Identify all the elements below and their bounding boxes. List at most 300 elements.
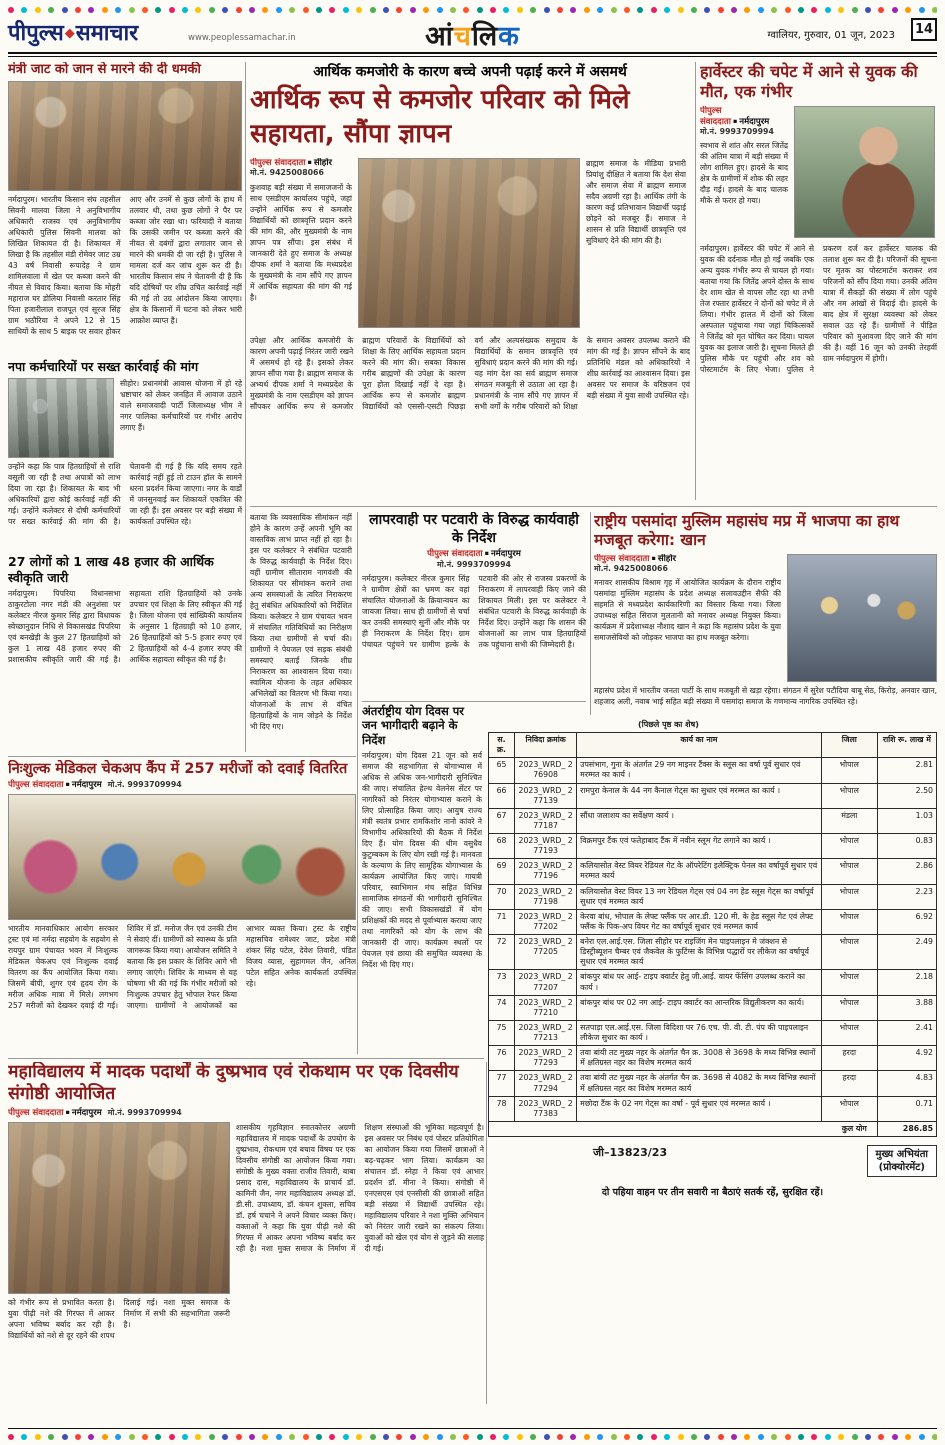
color-dot [584,1434,590,1440]
byline-reporter: पीपुल्स संवाददाता [8,1107,64,1118]
tender-table-row [489,1046,937,1071]
color-dot [195,1434,201,1440]
signatory [867,1145,937,1177]
article-headline: मंत्री जाट को जान से मारने की दी धमकी [8,62,201,77]
tender-table-cell: 2023_WRD_ 277205 [515,935,577,970]
color-dot [62,1434,68,1440]
article-headline: राष्ट्रीय पसमांदा मुस्लिम महासंघ मप्र में भाजपा का हाथ मजबूत करेगा: खान [594,512,900,550]
color-dot [544,1434,550,1440]
color-dot [530,7,536,13]
tender-table-cell: बांकपुर बांध पर आई- टाइप क्वार्टर हेतु जी.आई. वायर फेंसिंग उपलब्ध कराने का कार्य । [577,970,822,995]
color-dot [771,7,777,13]
tender-table-cell: 70 [489,884,515,909]
article-body: उन्होंने कहा कि पात्र हितग्राहियों से राशि वसूली जा रही है तथा अपात्रों को लाभ दिया जा रहा है। शिकायत के बाद भी अधिकारियों द्वारा कोई कार्रवाई नहीं की गई। उन्होंने कलेक्टर से दोषी कर्मचारियों पर सख्त कार्रवाई की मांग की है। चेतावनी दी गई है कि यदि समय रहते कार्रवाई नहीं हुई तो टाउन हॉल के सामने धरना प्रदर्शन किया जाएगा। नगर के वार्डों में जनसुनवाई कर शिकायतें एकत्रित की जा रही हैं। इस अवसर पर बड़ी संख्या में कार्यकर्ता उपस्थित रहे। [8,461,242,526]
table-caption: (पिछले पृष्ठ का शेष) [638,720,699,729]
color-dot [410,7,416,13]
byline [8,780,102,791]
medical-camp-photo [8,794,356,920]
tender-table-cell: तवा बांयी तट मुख्य नहर के अंतर्गत चैन क्र. 3698 से 4082 के मध्य विभिन्न स्थानों में क्षतिग्रस्त नहर का विशेष मरम्मत कार्य [577,1071,822,1096]
byline-place: सीहोर [657,553,676,564]
column-rule [590,512,591,715]
color-dot [664,7,670,13]
tender-table-cell: 2023_WRD_ 277294 [515,1071,577,1096]
article-college-seminar [8,1062,484,1404]
tender-table-cell: मंडला [821,808,877,833]
article-headline: निःशुल्क मेडिकल चेकअप कैंप में 257 मरीजों को दवाई वितरित [8,761,348,777]
article-patwari [362,512,586,698]
page-number: 14 [911,18,937,41]
byline [250,158,352,169]
color-dot [115,1434,121,1440]
color-dot [303,1434,309,1440]
tender-table-cell: 2.23 [877,884,936,909]
notice-ref-number: जी–13823/23 [593,1146,668,1159]
tender-table-cell: 2023_WRD_ 277210 [515,995,577,1020]
byline-place: सीहोर [313,157,332,168]
color-dot [21,1434,27,1440]
top-color-strip [8,6,937,14]
color-dot [316,7,322,13]
article-body: नर्मदापुरम। भारतीय किसान संघ तहसील सिवनी मालवा जिला ने अनुविभागीय अधिकारी राजस्व एवं अनुविभागीय अधिकारी पुलिस सिवनी मालवा को लिखित शिकायत दी है। शिकायत में लिखा है कि तहसील मंडी रोमेवर जाट उम्र 43 वर्ष निवासी रूपादेह ने ग्राम शामिलवाला में खेत पर कब्जा करने की नीयत से विवाद किया। बताया कि मोहरी महाराज घर डोलिया निवासी करतार सिंह पिता हजारीलाल राजपूत एवं सूरज सिंह ग्राम भठौरिया ने अपने 12 से 15 साथियों के साथ 5 बाइक पर सवार होकर आए और उनमें से कुछ लोगों के हाथ में तलवार थी, तथा कुछ लोगों ने पैर पर कब्जा जोर रखा था। फरियादी ने बताया कि उसकी जमीन पर कब्जा करने की नीयत से दबंगों द्वारा लगातार जान से मारने की धमकी दी जा रही है। पुलिस ने मामला दर्ज कर जांच शुरू कर दी है। भारतीय किसान संघ ने चेतावनी दी है कि यदि दोषियों पर शीघ्र उचित कार्रवाई नहीं की गई तो उग्र आंदोलन किया जाएगा। क्षेत्र के किसानों में घटना को लेकर भारी आक्रोश व्याप्त है। [8,195,242,337]
tender-table-cell: उपसंभाग, गुना के अंतर्गत 29 नग माइनर टैंक्स के स्लूस का वर्षा पूर्व सुधार एवं मरम्मत का कार्य । [577,758,822,783]
byline-phone: मो.नं. 9993709994 [700,127,774,137]
tender-table-cell: 73 [489,970,515,995]
color-dot [758,1434,764,1440]
tender-table-cell: 67 [489,808,515,833]
signatory-title: मुख्य अभियंता [875,1149,928,1160]
tender-table-cell: हरदा [821,1071,877,1096]
color-dot [852,7,858,13]
color-dot [651,1434,657,1440]
byline-separator-icon: ▪ [307,157,312,166]
color-dot [624,1434,630,1440]
tender-table-row [489,1071,937,1096]
tender-table-cell: भोपाल [821,995,877,1020]
tender-table-header [489,733,937,758]
napa-article-photo [8,378,114,458]
tender-table-cell: सतपाड़ा एल.आई.एस. जिला विदिशा पर 76 एच. पी. वी. टी. पंप की पाइपलाइन लीकेज सुधार का कार्य । [577,1020,822,1045]
color-dot [718,1434,724,1440]
color-dot [115,7,121,13]
color-dot [142,1434,148,1440]
tender-table-cell: भोपाल [821,783,877,808]
color-dot [8,7,14,13]
tender-table-cell: 2.41 [877,1020,936,1045]
tender-table-cell: 2023_WRD_ 277293 [515,1046,577,1071]
color-dot [236,7,242,13]
color-dot [785,1434,791,1440]
tender-table-cell: 69 [489,859,515,884]
logo-text-left: पीपुल्स [8,21,64,46]
harvester-victim-photo [794,106,935,238]
color-dot [129,7,135,13]
color-dot [664,1434,670,1440]
color-dot [182,1434,188,1440]
dateline: ग्वालियर, गुरुवार, 01 जून, 2023 [767,30,895,41]
column-rule [245,62,246,752]
color-dot [691,7,697,13]
section-rule [250,506,937,507]
tender-table-cell: 71 [489,909,515,934]
tender-table-row [489,808,937,833]
section-title-letter: क [498,21,520,52]
color-dot [155,1434,161,1440]
tender-table-cell: 2023_WRD_ 277196 [515,859,577,884]
color-dot [892,7,898,13]
byline-phone: मो.नं. 9993709994 [107,780,182,790]
tender-table-cell: विक्रमपुर टैंक एवं फतेहाबाद टैंक में नवीन स्लूम गेट लगाने का कार्य । [577,834,822,859]
tender-table [488,732,937,1137]
color-dot [209,7,215,13]
color-dot [477,7,483,13]
tender-table-cell: 74 [489,995,515,1020]
article-headline: आर्थिक रूप से कमजोर परिवार को मिले सहायता, सौंपा ज्ञापन [250,85,630,149]
col-header-district: जिला [821,733,877,758]
tender-table-row [489,859,937,884]
color-dot [450,1434,456,1440]
color-dot [249,1434,255,1440]
section-title-letter: आं [425,21,454,52]
color-dot [905,1434,911,1440]
color-dot [437,1434,443,1440]
byline [8,1108,102,1119]
color-dot [597,1434,603,1440]
article-body: कुशवाह बड़ी संख्या में समाजजनों के साथ एसडीएम कार्यालय पहुंचे, जहां उन्होंने आर्थिक रूप से कमजोर विद्यार्थियों को छात्रवृत्ति प्रदान करने की मांग की, और मुख्यमंत्री के नाम ज्ञापन पत्र सौंपा। इस संबंध में जानकारी देते हुए समाज के अध्यक्ष दीपक शर्मा ने बताया कि मध्यप्रदेश के मुख्यमंत्री के नाम सौंपे गए ज्ञापन में आर्थिक सहायता की मांग की गई है। [250,183,352,303]
color-dot [102,1434,108,1440]
tender-table-cell: 2.81 [877,758,936,783]
color-dot [343,1434,349,1440]
tender-table-cell: 2023_WRD_ 277202 [515,909,577,934]
color-dot [825,1434,831,1440]
article-harvester [700,62,937,500]
tender-table-cell: 6.92 [877,909,936,934]
article-body: को गंभीर रूप से प्रभावित करता है। युवा पीढ़ी नशे की गिरफ्त में आकर अपना भविष्य बर्बाद कर रही है। विद्यार्थियों को नशे से दूर रहने की शपथ दिलाई गई। नशा मुक्त समाज के निर्माण में सभी की सहभागिता जरूरी है। [8,1298,230,1341]
color-dot [21,7,27,13]
tender-table-cell: तवा बांयी तट मुख्य नहर के अंतर्गत चैन क्र. 3008 से 3698 के मध्य विभिन्न स्थानों में क्षतिग्रस्त नहर का विशेष मरम्मत कार्य [577,1046,822,1071]
color-dot [423,1434,429,1440]
article-kicker: आर्थिक कमजोरी के कारण बच्चे अपनी पढ़ाई करने में असमर्थ [313,64,627,80]
color-dot [289,7,295,13]
tender-table-cell: बांकपुर बांध पर 02 नग आई- टाइप क्वार्टर का आन्तरिक विद्युतीकरण का कार्य। [577,995,822,1020]
section-rule [8,756,356,757]
tender-table-cell: 77 [489,1071,515,1096]
article-headline: हार्वेस्टर की चपेट में आने से युवक की मौत, एक गंभीर [700,62,918,101]
color-dot [396,7,402,13]
byline-separator-icon: ▪ [65,780,70,789]
total-amount: 286.85 [877,1121,936,1136]
byline-separator-icon: ▪ [651,553,656,562]
article-headline: महाविद्यालय में मादक पदार्थों के दुष्प्रभाव एवं रोकथाम पर एक दिवसीय संगोष्ठी आयोजित [8,1062,459,1104]
tender-table-body [489,758,937,1122]
color-dot [88,7,94,13]
color-dot [262,7,268,13]
tender-table-row [489,995,937,1020]
college-seminar-photo [8,1122,230,1294]
byline-phone: मो.नं. 9993709994 [107,1107,182,1117]
tender-table-cell: 66 [489,783,515,808]
color-dot [383,7,389,13]
color-dot [35,7,41,13]
safety-message: दो पहिया वाहन पर तीन सवारी ना बैठाएं सतर्क रहें, सुरक्षित रहें। [601,1187,824,1198]
tender-table-cell: 2023_WRD_ 277207 [515,970,577,995]
tender-table-cell: 2023_WRD_ 276908 [515,758,577,783]
color-dot [329,1434,335,1440]
article-body: उपेक्षा और आर्थिक कमजोरी के कारण अपनी पढ़ाई निरंतर जारी रखने में असमर्थ हो रहे हैं। इसको लेकर ज्ञापन सौंपा गया है। ब्राह्मण समाज के अभ्यर्थ दीपक शर्मा ने मध्यप्रदेश के मुख्यमंत्री के नाम एसडीएम को ज्ञापन सौंपकर आर्थिक रूप से कमजोर ब्राह्मण परिवारों के विद्यार्थियों को शिक्षा के लिए आर्थिक सहायता प्रदान करने की मांग की। सबका विकास गरीब ब्राह्मणों की उपेक्षा के कारण पूरा होता दिखाई नहीं दे रहा है। आर्थिक रूप से कमजोर ब्राह्मण विद्यार्थियों को एससी-एसटी पिछड़ा वर्ग और अल्पसंख्यक समुदाय के विद्यार्थियों के समान छात्रवृत्ति एवं सुविधाएं प्रदान करने की मांग की गई। यह मांग देश का सर्व ब्राह्मण समाज संगठन मजबूती से उठाता आ रहा है। प्रधानमंत्री के नाम सौंपे गए ज्ञापन में सभी वर्गों के गरीब परिवारों को शिक्षा के समान अवसर उपलब्ध कराने की मांग की गई है। ज्ञापन सौंपने के बाद प्रतिनिधि मंडल को अधिकारियों ने शीघ्र कार्रवाई का आश्वासन दिया। इस अवसर पर समाज के वरिष्ठजन एवं बड़ी संख्या में युवा साथी उपस्थित रहे। [250,335,690,411]
tender-table-cell: भोपाल [821,935,877,970]
color-dot [503,1434,509,1440]
article-body: नर्मदापुरम। पिपरिया विधानसभा ठाकुरटोला नगर मंडी की अनुशंसा पर कलेक्टर नीरज कुमार सिंह द्वारा विधायक स्वेच्छानुदान निधि से विकासखंड पिपरिया एवं बनखेड़ी के कुल 27 हितग्राहियों को कुल 1 लाख 48 हजार रुपए की प्रशासकीय स्वीकृति जारी की गई है। सहायता राशि हितग्राहियों को उनके उपचार एवं शिक्षा के लिए स्वीकृत की गई है। जिला योजना एवं सांख्यिकी कार्यालय के अनुसार 1 हितग्राही को 10 हजार, 26 हितग्राहियों को 5-5 हजार रुपए एवं 2 हितग्राहियों को 4-4 हजार रुपए की आर्थिक सहायता स्वीकृत की गई है। [8,589,242,665]
col-header-work: कार्य का नाम [577,733,822,758]
tender-table-cell: हरदा [821,1046,877,1071]
signatory-dept: (प्रोक्योरमेंट) [878,1162,925,1173]
color-dot [75,1434,81,1440]
color-dot [62,7,68,13]
color-dot [88,1434,94,1440]
masthead-rule-thin [8,56,937,57]
color-dot [102,7,108,13]
byline [362,549,586,560]
tender-table-cell: केरवा बांध, भोपाल के लेफ्ट फ्लैंक पर आर.डी. 120 मी. के हेड स्लूस गेट एवं लेफ्ट फ्लैंक के पिक-अप वियर गेट का वर्षापूर्व सुधार एवं मरम्मत कार्य [577,909,822,934]
color-dot [370,1434,376,1440]
section-title-letter: लि [471,21,499,52]
section-rule [362,701,586,702]
color-dot [785,7,791,13]
color-dot [169,7,175,13]
tender-table-cell: 2023_WRD_ 277193 [515,834,577,859]
byline-phone: मो.नं. 9425008066 [250,168,324,178]
article-body: ब्राह्मण समाज के मीडिया प्रभारी प्रियांशु दीक्षित ने बताया कि देश सेवा और समाज सेवा में ब्राह्मण समाज सदैव अग्रणी रहा है। आर्थिक तंगी के कारण कई प्रतिभावान विद्यार्थी पढ़ाई छोड़ने को मजबूर हैं। समाज ने शासन से प्रति विद्यार्थी छात्रवृत्ति एवं सुविधाएं देने की मांग की है। [586,158,686,245]
color-dot [182,7,188,13]
masthead-rule [8,52,937,54]
article-yoga-day [362,704,482,1054]
notice-footer [488,1145,937,1177]
byline-place: नर्मदापुरम [71,1107,102,1118]
color-dot [463,7,469,13]
color-dot [744,1434,750,1440]
tender-table-cell: 2.18 [877,970,936,995]
color-dot [678,7,684,13]
color-dot [637,1434,643,1440]
tender-table-cell: सौंधा जलाशय का सर्वेक्षण कार्य । [577,808,822,833]
color-dot [209,1434,215,1440]
tender-table-cell: 68 [489,834,515,859]
tender-table-row [489,884,937,909]
article-body: स्वभाव से शांत और सरल जितेंद्र की अंतिम यात्रा में बड़ी संख्या में लोग शामिल हुए। हादसे के बाद क्षेत्र के ग्रामीणों में शोक की लहर दौड़ गई। हादसे के बाद चालक मौके से फरार हो गया। [700,141,788,206]
byline-phone: मो.नं. 9993709994 [437,559,511,569]
tender-table-row [489,909,937,934]
color-dot [48,7,54,13]
tender-table-cell: 3.88 [877,995,936,1020]
color-dot [932,7,937,13]
article-body: नर्मदापुरम। योग दिवस 21 जून को सर्व समाज की सहभागिता से योगाभ्यास में अधिक से अधिक जन-भागीदारी सुनिश्चित की जाए। संचालित हेल्थ वेलनेस सेंटर पर नागरिकों को निरंतर योगाभ्यास कराने के लिए प्रोत्साहित किया जाए। आयुष राज्य मंत्री स्वतंत्र प्रभार रामकिशोर नानो कांवरे ने विभागीय अधिकारियों की बैठक में निर्देश दिए हैं। योग दिवस की थीम वसुधैव कुटुम्बकम के लिए योग रखी गई है। मानवता के कल्याण के लिए सामूहिक योगाभ्यास के कार्यक्रम आयोजित किए जाएं। गायत्री परिवार, स्वाभिमान मंच सहित विभिन्न सामाजिक संगठनों की भागीदारी सुनिश्चित की जाए। सभी विकासखंडों में योग प्रशिक्षकों की मदद से पूर्वाभ्यास कराया जाए तथा नागरिकों को योग के लाभ की जानकारी दी जाए। कार्यक्रम स्थलों पर पेयजल एवं छाया की समुचित व्यवस्था के निर्देश भी दिए गए। [362,751,482,970]
color-dot [892,1434,898,1440]
color-dot [825,7,831,13]
color-dot [316,1434,322,1440]
color-dot [356,7,362,13]
color-dot [731,7,737,13]
tender-table-cell: 2.50 [877,783,936,808]
color-dot [865,1434,871,1440]
byline-reporter: पीपुल्स संवाददाता [594,553,650,564]
bottom-color-strip [8,1433,937,1441]
byline-reporter: पीपुल्स संवाददाता [427,549,483,559]
color-dot [704,7,710,13]
color-dot [356,1434,362,1440]
article-headline: अंतर्राष्ट्रीय योग दिवस पर जन भागीदारी बढ़ाने के निर्देश [362,704,465,747]
color-dot [758,7,764,13]
col-header-amount: राशि रू. लाख में [877,733,936,758]
color-dot [704,1434,710,1440]
tender-table-row [489,1096,937,1121]
tender-table-cell: 1.03 [877,808,936,833]
article-patwari-first-column: बताया कि व्यवसायिक सीमांकन नहीं होने के कारण उन्हें अपनी भूमि का वास्तविक लाभ प्राप्त नहीं हो रहा है। इस पर कलेक्टर ने संबंधित पटवारी के विरुद्ध कार्यवाही के निर्देश दिए। वहीं ग्रामीण सीताराम नागवंशी की शिकायत पर सीमांकन कराने तथा अन्य समस्याओं के त्वरित निराकरण हेतु संबंधित अधिकारियों को निर्देशित किया। कलेक्टर ने ग्राम पंचायत भवन में संचालित गतिविधियों का निरीक्षण किया तथा ग्रामीणों से चर्चा की। ग्रामीणों ने पेयजल एवं सड़क संबंधी समस्याएं बताईं जिनके शीघ्र निराकरण का आश्वासन दिया गया। स्वामित्व योजना के तहत अधिकार अभिलेखों का वितरण भी किया गया। योजनाओं के लाभ से वंचित हितग्राहियों के नाम जोड़ने के निर्देश भी दिए गए। [250,513,352,731]
tender-table-cell: भोपाल [821,1020,877,1045]
tender-table-cell: 65 [489,758,515,783]
logo-diamond-icon: ◆ [64,26,75,41]
muslim-federation-photo [787,554,937,682]
tender-table-cell: 2023_WRD_ 277383 [515,1096,577,1121]
tender-table-cell: 4.92 [877,1046,936,1071]
article-body: भारतीय मानवाधिकार आयोग सरकार ट्रस्ट एवं मां नर्मदा सहयोग के सहयोग से रायपुर ग्राम पंचायत भवन में निःशुल्क मेडिकल चेकअप एवं निःशुल्क दवाई वितरण का कैंप आयोजित किया गया। जिसमें बीपी, शुगर एवं हृदय रोग के मरीज अधिक मात्रा में मिले। लगभग 257 मरीजों को देखकर दवाई दी गई। शिविर में डॉ. मनोज जैन एवं उनकी टीम ने सेवाएं दीं। ग्रामीणों को स्वास्थ्य के प्रति जागरूक किया गया। आयोजन समिति ने बताया कि इस प्रकार के शिविर आगे भी लगाए जाएंगे। शिविर के माध्यम से यह घोषणा भी की गई कि गंभीर मरीजों को निःशुल्क उपचार हेतु भोपाल रेफर किया जाएगा। ग्रामीणों ने आयोजकों का आभार व्यक्त किया। ट्रस्ट के राष्ट्रीय महासचिव रामेश्वर जाट, प्रदेश मंत्री शंकर सिंह पटेल, देवेश तिवारी, पंडित विजय व्यास, सुहागमल जैन, अनिल पटेल सहित अनेक कार्यकर्ता उपस्थित रहे। [8,923,356,1010]
article-headline: नपा कर्मचारियों पर सख्त कार्रवाई की मांग [8,359,199,375]
color-dot [276,1434,282,1440]
color-dot [678,1434,684,1440]
tender-table-cell: 0.71 [877,1096,936,1121]
byline [594,554,781,565]
footer-rule [8,1428,937,1429]
color-dot [222,7,228,13]
color-dot [437,7,443,13]
color-dot [8,1434,14,1440]
color-dot [303,7,309,13]
tender-table-row [489,758,937,783]
color-dot [463,1434,469,1440]
color-dot [276,7,282,13]
tender-table-cell: 0.83 [877,834,936,859]
color-dot [557,7,563,13]
color-dot [343,7,349,13]
tender-table-row [489,935,937,970]
color-dot [544,7,550,13]
color-dot [236,1434,242,1440]
color-dot [383,1434,389,1440]
color-dot [450,7,456,13]
color-dot [262,1434,268,1440]
tender-table-cell: भोपाल [821,758,877,783]
tender-table-row [489,970,937,995]
color-dot [771,1434,777,1440]
tender-table-cell: भोपाल [821,884,877,909]
tender-table-cell: कलियासोत वेस्ट वियर 13 नग रेडियल गेट्स एवं 04 नग हेड स्लूस गेट्स का वर्षापूर्व सुधार एवं मरम्मत कार्य [577,884,822,909]
byline-place: नर्मदापुरम [739,116,770,127]
color-dot [329,7,335,13]
color-dot [517,1434,523,1440]
color-dot [423,7,429,13]
color-dot [811,1434,817,1440]
color-dot [477,1434,483,1440]
byline-reporter: पीपुल्स संवाददाता [8,780,64,791]
article-body: सीहोर। प्रधानमंत्री आवास योजना में हो रहे भ्रष्टाचार को लेकर जनहित में आवाज उठाने वाले समाजवादी पार्टी जिलाध्यक्ष भीम ने नगर पालिका कर्मचारियों पर गंभीर आरोप लगाए हैं। [120,378,242,432]
logo-text-right: समाचार [75,21,139,46]
color-dot [865,7,871,13]
color-dot [517,7,523,13]
tender-table-cell: मछोदा टैंक के 02 नग गेट्स का वर्षा - पूर्व सुधार एवं मरम्मत कार्य । [577,1096,822,1121]
color-dot [838,7,844,13]
color-dot [155,7,161,13]
main-article-photo [358,158,580,328]
color-dot [811,7,817,13]
article-body: नर्मदापुरम। कलेक्टर नीरज कुमार सिंह ने ग्रामीण क्षेत्रों का भ्रमण कर वहां संचालित योजनाओं के क्रियान्वयन का जायजा लिया। साथ ही ग्रामीणों से चर्चा कर उनकी समस्याएं सुनीं और मौके पर ही निराकरण के निर्देश दिए। ग्राम पंचायत पहुंचने पर ग्रामीण हल्के के पटवारी की ओर से राजस्व प्रकरणों के निराकरण में लापरवाही किए जाने की शिकायत मिली। इस पर कलेक्टर ने संबंधित पटवारी के विरुद्ध कार्यवाही के निर्देश दिए। उन्होंने कहा कि शासन की योजनाओं का लाभ पात्र हितग्राहियों तक पहुंचाना सभी की जिम्मेदारी है। [362,573,586,649]
col-header-tender-no: निविदा क्रमांक [515,733,577,758]
color-dot [611,1434,617,1440]
article-headline: 27 लोगों को 1 लाख 48 हजार की आर्थिक स्वीकृति जारी [8,553,214,585]
color-dot [597,7,603,13]
byline-separator-icon: ▪ [732,116,738,125]
color-dot [490,7,496,13]
tender-table-row [489,1020,937,1045]
color-dot [35,1434,41,1440]
tender-table-cell: भोपाल [821,970,877,995]
color-dot [249,7,255,13]
tender-table-cell: 2.86 [877,859,936,884]
color-dot [852,1434,858,1440]
byline-place: नर्मदापुरम [490,549,521,559]
tender-table-cell: भोपाल [821,859,877,884]
column-rule [695,62,696,500]
tender-table-row [489,834,937,859]
color-dot [932,1434,937,1440]
color-dot [490,1434,496,1440]
article-body: शासकीय गृहविज्ञान स्नातकोत्तर अग्रणी महाविद्यालय में मादक पदार्थों के उपयोग के दुष्प्रभाव, रोकथाम एवं बचाव विषय पर एक दिवसीय संगोष्ठी का आयोजन किया गया। संगोष्ठी के मुख्य वक्ता राजीव तिवारी, बाबा प्रसाद दास, महाविद्यालय के प्राचार्य डॉ. कामिनी जैन, नगर महाविद्यालय अध्यक्ष डॉ. डी.सी. उपाध्याय, डॉ. कंचन शुक्ला, सचिव डॉ. हर्ष चचाने ने अपने विचार व्यक्त किए। वक्ताओं ने कहा कि युवा पीढ़ी नशे की गिरफ्त में आकर अपना भविष्य बर्बाद कर रही है। नशा मुक्त समाज के निर्माण में शिक्षण संस्थाओं की भूमिका महत्वपूर्ण है। इस अवसर पर निबंध एवं पोस्टर प्रतियोगिता का आयोजन किया गया जिसमें छात्राओं ने बढ़-चढ़कर भाग लिया। कार्यक्रम का संचालन डॉ. स्नेहा ने किया एवं आभार प्रदर्शन डॉ. मीना ने किया। संगोष्ठी में एनएसएस एवं एनसीसी की छात्राओं सहित बड़ी संख्या में विद्यार्थी उपस्थित रहे। महाविद्यालय परिवार ने नशा मुक्ति अभियान को निरंतर जारी रखने का संकल्प लिया। युवाओं को खेल एवं योग से जुड़ने की सलाह दी गई। [236,1123,484,1254]
byline-separator-icon: ▪ [65,1107,70,1116]
table-total-row [489,1121,937,1136]
minister-article-photo [8,81,242,191]
byline-place: नर्मदापुरम [71,780,102,791]
color-dot [75,7,81,13]
section-title-letter: च [453,21,472,52]
color-dot [530,1434,536,1440]
byline-separator-icon: ▪ [484,549,489,557]
byline [700,106,788,127]
color-dot [651,7,657,13]
article-headline: लापरवाही पर पटवारी के विरुद्ध कार्यवाही के निर्देश [369,512,579,546]
color-dot [611,7,617,13]
color-dot [584,7,590,13]
tender-table-cell: 75 [489,1020,515,1045]
masthead [8,16,937,50]
total-label: कुल योग [489,1121,878,1136]
color-dot [503,7,509,13]
color-dot [838,1434,844,1440]
color-dot [48,1434,54,1440]
byline-reporter: पीपुल्स संवाददाता [700,106,731,127]
tender-notice-section [488,719,937,1421]
article-body: नर्मदापुरम। हार्वेस्टर की चपेट में आने से युवक की दर्दनाक मौत हो गई जबकि एक अन्य युवक गंभीर रूप से घायल हो गया। बताया गया कि जितेंद्र अपने दोस्त के साथ देर शाम खेत से वापस लौट रहा था तभी तेज रफ्तार हार्वेस्टर ने दोनों को चपेट में ले लिया। गंभीर हालत में दोनों को जिला अस्पताल पहुंचाया गया जहां चिकित्सकों ने जितेंद्र को मृत घोषित कर दिया। घायल युवक का इलाज जारी है। सूचना मिलते ही पुलिस मौके पर पहुंची और शव को पोस्टमार्टम के लिए भेजा। पुलिस ने प्रकरण दर्ज कर हार्वेस्टर चालक की तलाश शुरू कर दी है। परिजनों की सूचना पर मृतक का पोस्टमार्टम कराकर शव परिजनों को सौंप दिया गया। उनकी अंतिम यात्रा में सैकड़ों की संख्या में लोग पहुंचे और नम आंखों से विदाई दी। हादसे के बाद क्षेत्र में सुरक्षा व्यवस्था को लेकर सवाल उठ रहे हैं। ग्रामीणों ने पीड़ित परिवार को मुआवजा दिए जाने की मांग की है। वहीं 16 जून को उनकी तेरहवीं ग्राम नर्मदापुरम में होगी। [700,244,937,374]
tender-table-cell: बनेरा एल.आई.एस. जिला सीहोर पर राइजिंग मेन पाइपलाइन मे जंक्शन से डिस्ट्रीब्यूशन चैम्बर एवं जैकवेल के फुटिंग्स के विभिन्न पद्धारों पर लीकेज का वर्षापूर्व सुधार एवं मरम्मत कार्य [577,935,822,970]
color-dot [718,7,724,13]
color-dot [919,7,925,13]
article-minister-threat [8,62,242,754]
tender-table-row [489,783,937,808]
website-url: www.peoplessamachar.in [188,33,296,43]
article-medical-camp [8,760,356,1052]
article-body: महासंघ प्रदेश में भारतीय जनता पार्टी के साथ मजबूती से खड़ा रहेगा। संगठन में सुरेश पटौदिया बाबू सेठ, किरोड़, अनवार खान, शहजाद अली, नवाब भाई सहित बड़ी संख्या में पसमांदा समाज के गणमान्य नागरिक उपस्थित रहे। [594,685,937,706]
color-dot [570,1434,576,1440]
article-main [250,62,690,502]
tender-table-cell: 2023_WRD_ 277213 [515,1020,577,1045]
tender-table-cell: भोपाल [821,834,877,859]
column-rule [486,1062,487,1404]
